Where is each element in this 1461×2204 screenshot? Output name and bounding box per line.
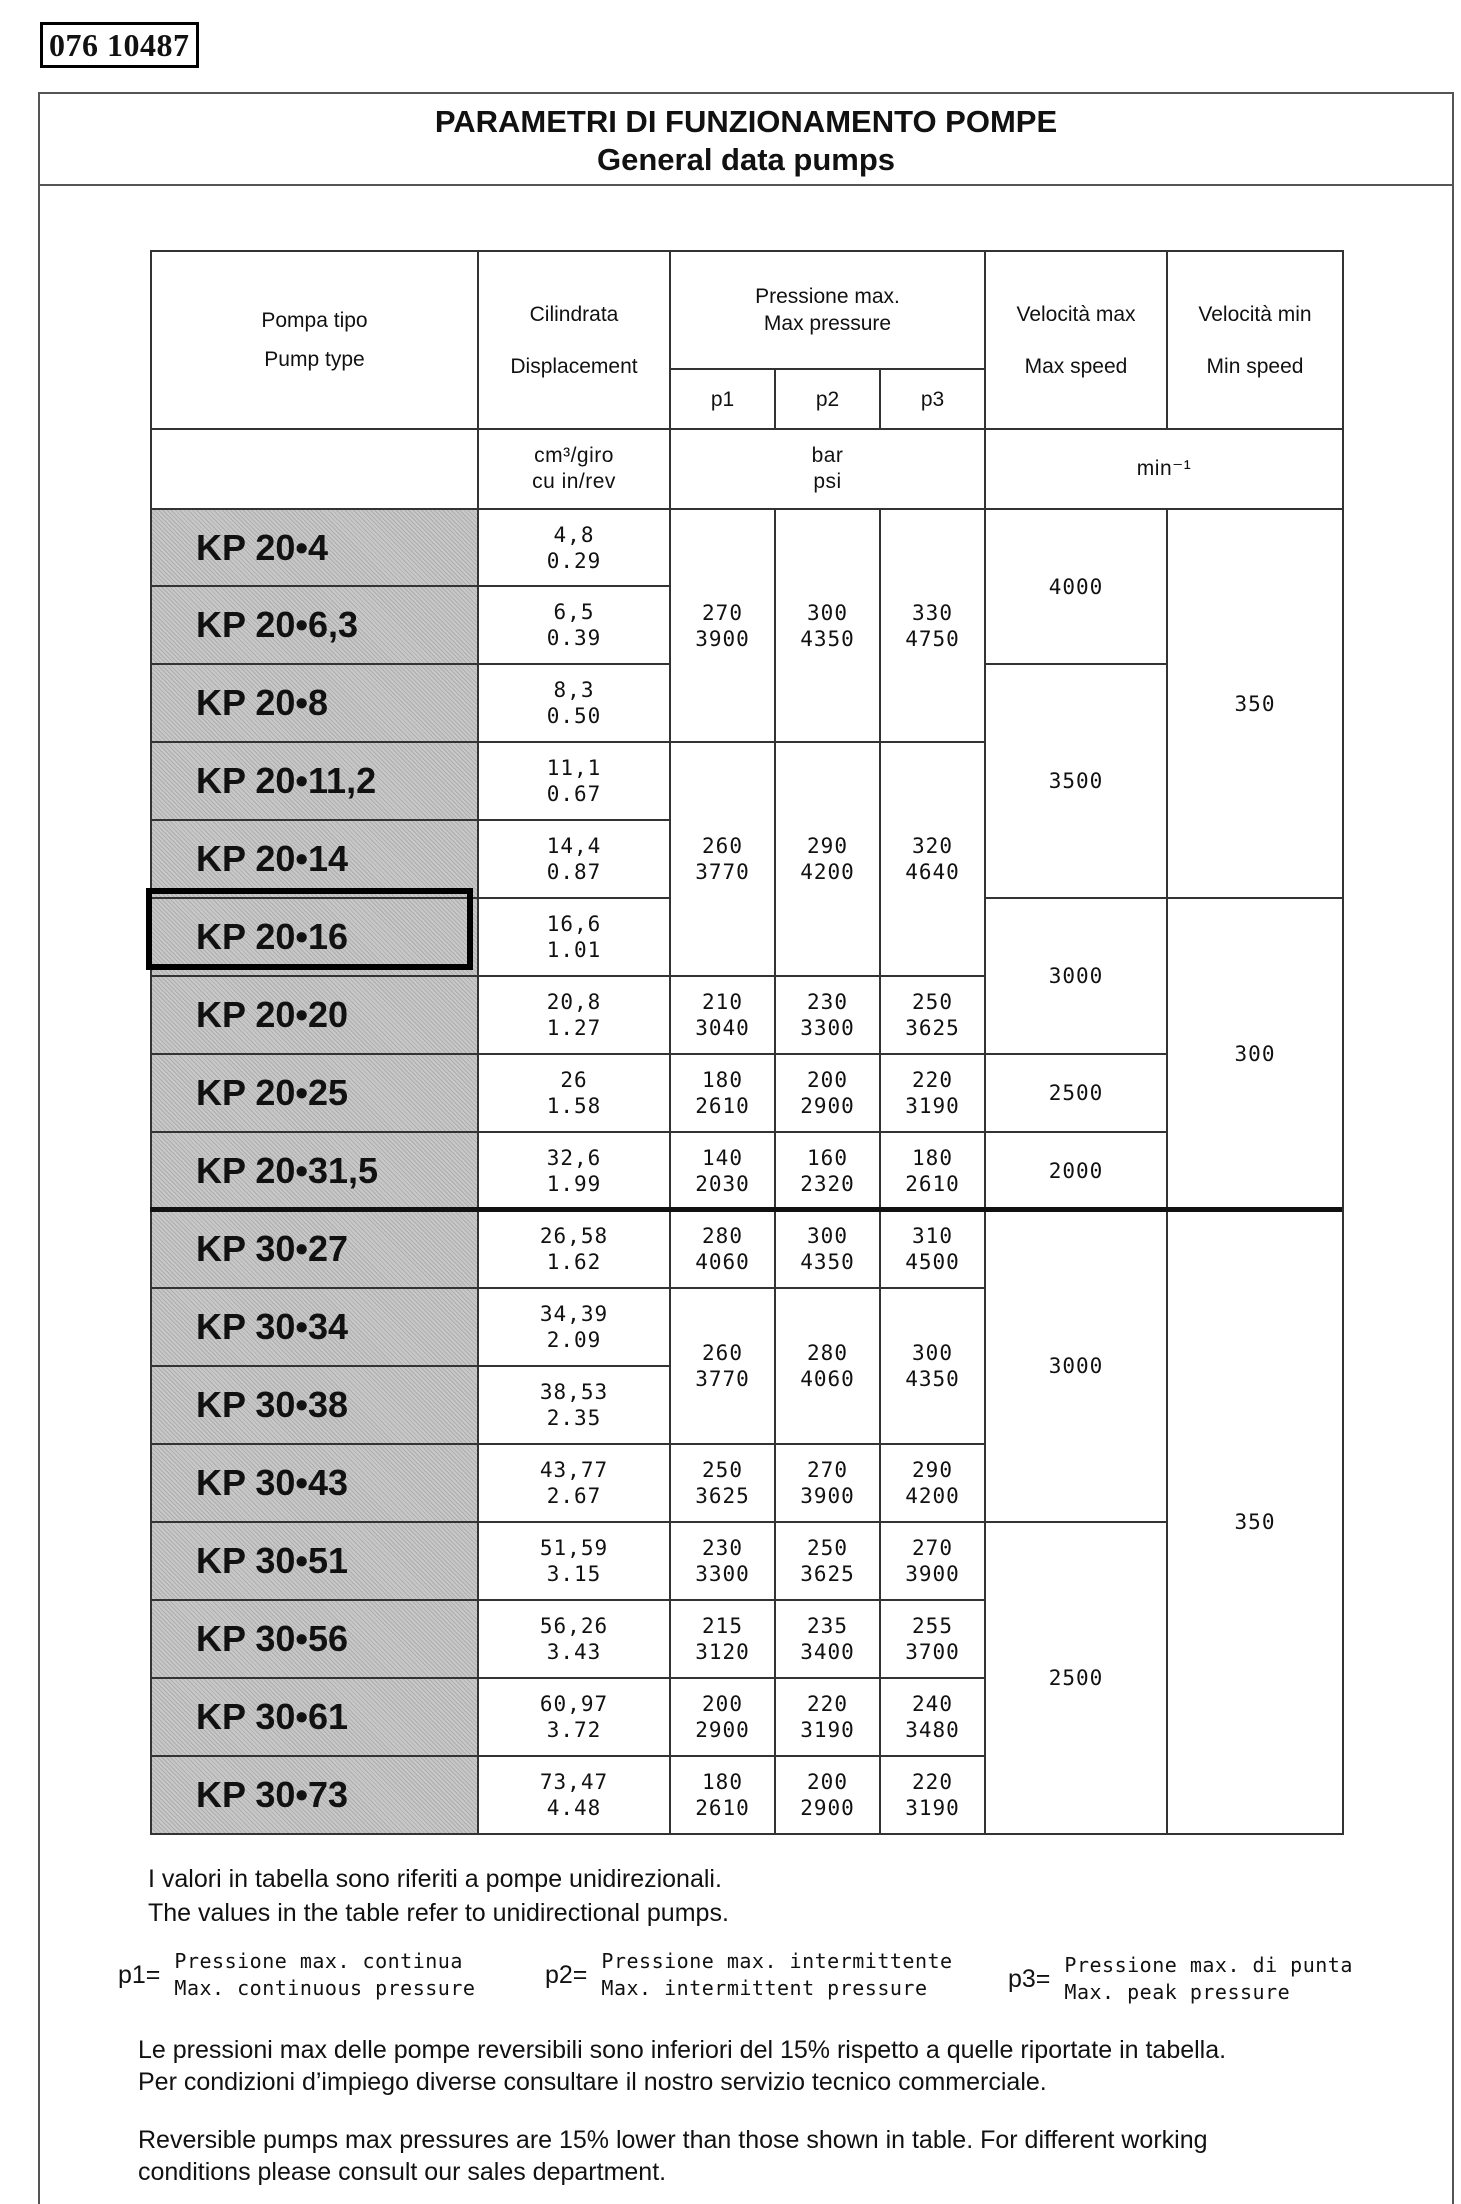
displacement-cell: 60,97 3.72 <box>478 1678 670 1756</box>
p2-cell: 200 2900 <box>775 1054 880 1132</box>
p3-cell: 240 3480 <box>880 1678 985 1756</box>
max-speed-cell: 2500 <box>985 1522 1167 1834</box>
p3-cell: 300 4350 <box>880 1288 985 1444</box>
pump-type-label-it: Pompa tipo <box>261 309 368 332</box>
legend-p1-symbol: p1= <box>118 1960 161 1989</box>
legend-p3-symbol: p3= <box>1008 1964 1051 1993</box>
legend-p3-english: Max. peak pressure <box>1064 1980 1291 2004</box>
pump-model: KP 30•43 <box>151 1444 478 1522</box>
p3-cell: 270 3900 <box>880 1522 985 1600</box>
displacement-cell: 32,6 1.99 <box>478 1132 670 1210</box>
pump-model: KP 30•27 <box>151 1210 478 1288</box>
min-speed-label-it: Velocità min <box>1198 302 1312 326</box>
p2-cell: 235 3400 <box>775 1600 880 1678</box>
unit-pressure: bar psi <box>670 429 985 509</box>
displacement-cell: 11,1 0.67 <box>478 742 670 820</box>
pump-data-table <box>150 250 1344 1835</box>
notes-block <box>148 1862 729 1930</box>
pump-model: KP 20•11,2 <box>151 742 478 820</box>
displacement-label-en: Displacement <box>510 354 638 378</box>
header-p3: p3 <box>880 369 985 429</box>
unit-displacement: cm³/giro cu in/rev <box>478 429 670 509</box>
displacement-cell: 20,8 1.27 <box>478 976 670 1054</box>
pump-model: KP 20•31,5 <box>151 1132 478 1210</box>
pump-type-label-en: Pump type <box>264 348 365 371</box>
pump-model: KP 30•61 <box>151 1678 478 1756</box>
paragraph-english: Reversible pumps max pressures are 15% lower than those shown in table. For different working conditions please consult our sales department. <box>138 2126 1208 2186</box>
min-speed-cell: 300 <box>1167 898 1343 1210</box>
max-speed-cell: 3500 <box>985 664 1167 898</box>
p1-cell: 200 2900 <box>670 1678 775 1756</box>
displacement-cell: 34,39 2.09 <box>478 1288 670 1366</box>
p1-cell: 140 2030 <box>670 1132 775 1210</box>
header-max-speed <box>985 251 1167 429</box>
min-speed-cell: 350 <box>1167 1210 1343 1834</box>
unit-blank <box>151 429 478 509</box>
p2-cell: 300 4350 <box>775 509 880 742</box>
legend-p3-italian: Pressione max. di punta <box>1064 1953 1353 1977</box>
pump-model: KP 30•51 <box>151 1522 478 1600</box>
p1-cell: 280 4060 <box>670 1210 775 1288</box>
document-code: 076 10487 <box>40 22 199 68</box>
pump-model: KP 20•14 <box>151 820 478 898</box>
note-italian: I valori in tabella sono riferiti a pompe unidirezionali. <box>148 1865 722 1893</box>
legend-p2-italian: Pressione max. intermittente <box>601 1949 953 1973</box>
p3-cell: 330 4750 <box>880 509 985 742</box>
displacement-cell: 73,47 4.48 <box>478 1756 670 1834</box>
p2-cell: 230 3300 <box>775 976 880 1054</box>
p1-cell: 210 3040 <box>670 976 775 1054</box>
p2-cell: 160 2320 <box>775 1132 880 1210</box>
displacement-cell: 6,5 0.39 <box>478 586 670 664</box>
displacement-label-it: Cilindrata <box>529 302 619 326</box>
displacement-cell: 56,26 3.43 <box>478 1600 670 1678</box>
pump-model: KP 20•8 <box>151 664 478 742</box>
p2-cell: 290 4200 <box>775 742 880 976</box>
p3-cell: 310 4500 <box>880 1210 985 1288</box>
displacement-cell: 8,3 0.50 <box>478 664 670 742</box>
header-displacement <box>478 251 670 429</box>
header-pump-type <box>151 251 478 429</box>
header-min-speed <box>1167 251 1343 429</box>
p2-cell: 200 2900 <box>775 1756 880 1834</box>
max-speed-cell: 2000 <box>985 1132 1167 1210</box>
p1-cell: 260 3770 <box>670 742 775 976</box>
displacement-cell: 14,4 0.87 <box>478 820 670 898</box>
pump-model: KP 30•34 <box>151 1288 478 1366</box>
p3-cell: 220 3190 <box>880 1054 985 1132</box>
pump-model: KP 30•56 <box>151 1600 478 1678</box>
p3-cell: 250 3625 <box>880 976 985 1054</box>
p1-cell: 260 3770 <box>670 1288 775 1444</box>
pump-model: KP 20•6,3 <box>151 586 478 664</box>
p1-cell: 230 3300 <box>670 1522 775 1600</box>
max-speed-label-it: Velocità max <box>1016 302 1136 326</box>
pressure-label-it: Pressione max. <box>755 285 900 308</box>
p1-cell: 270 3900 <box>670 509 775 742</box>
pump-model: KP 30•38 <box>151 1366 478 1444</box>
p3-cell: 180 2610 <box>880 1132 985 1210</box>
p1-cell: 180 2610 <box>670 1756 775 1834</box>
displacement-cell: 51,59 3.15 <box>478 1522 670 1600</box>
pump-model: KP 30•73 <box>151 1756 478 1834</box>
legend-p1-english: Max. continuous pressure <box>174 1976 476 2000</box>
displacement-cell: 26 1.58 <box>478 1054 670 1132</box>
displacement-cell: 38,53 2.35 <box>478 1366 670 1444</box>
p2-cell: 250 3625 <box>775 1522 880 1600</box>
p1-cell: 215 3120 <box>670 1600 775 1678</box>
displacement-cell: 16,6 1.01 <box>478 898 670 976</box>
legend-p3 <box>1008 1952 1353 2006</box>
p2-cell: 300 4350 <box>775 1210 880 1288</box>
header-max-pressure <box>670 251 985 369</box>
series-divider <box>150 1207 1342 1212</box>
header-p1: p1 <box>670 369 775 429</box>
pump-model: KP 20•20 <box>151 976 478 1054</box>
p3-cell: 255 3700 <box>880 1600 985 1678</box>
paragraph-italian: Le pressioni max delle pompe reversibili sono inferiori del 15% rispetto a quelle riportate in tabella. Per condizioni d’impiego diverse consultare il nostro servizio tecnico commerciale. <box>138 2036 1227 2096</box>
min-speed-cell: 350 <box>1167 509 1343 898</box>
p2-cell: 220 3190 <box>775 1678 880 1756</box>
pump-model: KP 20•4 <box>151 509 478 586</box>
max-speed-cell: 3000 <box>985 1210 1167 1522</box>
displacement-cell: 43,77 2.67 <box>478 1444 670 1522</box>
max-speed-cell: 2500 <box>985 1054 1167 1132</box>
sheet-header <box>40 94 1452 186</box>
p3-cell: 290 4200 <box>880 1444 985 1522</box>
legend-p2-symbol: p2= <box>545 1960 588 1989</box>
p1-cell: 180 2610 <box>670 1054 775 1132</box>
pump-model-highlighted: KP 20•16 <box>151 898 478 976</box>
p3-cell: 220 3190 <box>880 1756 985 1834</box>
max-speed-label-en: Max speed <box>1024 354 1128 378</box>
p1-cell: 250 3625 <box>670 1444 775 1522</box>
legend-p2 <box>545 1948 953 2002</box>
p3-cell: 320 4640 <box>880 742 985 976</box>
title-english: General data pumps <box>596 142 896 177</box>
max-speed-cell: 3000 <box>985 898 1167 1054</box>
header-p2: p2 <box>775 369 880 429</box>
legend-p2-english: Max. intermittent pressure <box>601 1976 928 2000</box>
note-english: The values in the table refer to unidirectional pumps. <box>148 1899 729 1927</box>
title-italian: PARAMETRI DI FUNZIONAMENTO POMPE <box>434 104 1058 139</box>
legend-p1 <box>118 1948 475 2002</box>
legend-p1-italian: Pressione max. continua <box>174 1949 463 1973</box>
displacement-cell: 26,58 1.62 <box>478 1210 670 1288</box>
pump-model: KP 20•25 <box>151 1054 478 1132</box>
p2-cell: 270 3900 <box>775 1444 880 1522</box>
max-speed-cell: 4000 <box>985 509 1167 664</box>
pressure-label-en: Max pressure <box>763 312 892 335</box>
p2-cell: 280 4060 <box>775 1288 880 1444</box>
unit-speed: min⁻¹ <box>985 429 1343 509</box>
displacement-cell: 4,8 0.29 <box>478 509 670 586</box>
min-speed-label-en: Min speed <box>1206 354 1304 378</box>
